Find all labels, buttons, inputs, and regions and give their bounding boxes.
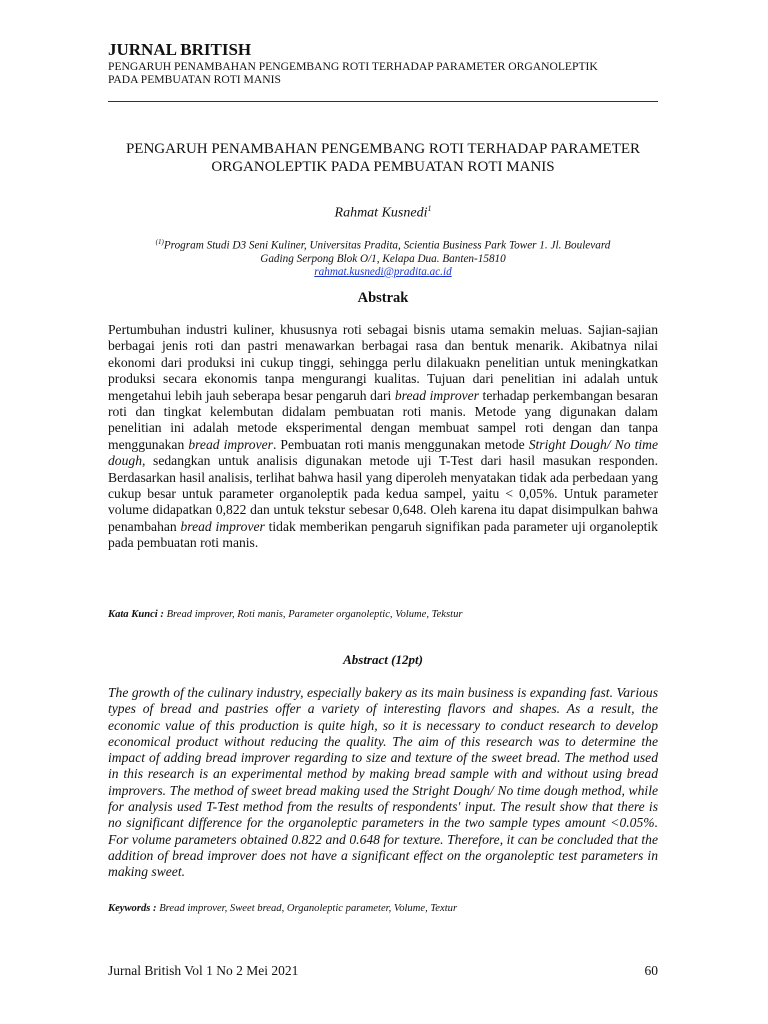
kata-kunci [108, 609, 658, 620]
abstrak-text-2: terhadap perkembangan besaran roti dan tingkat kelembutan didalam pembuatan roti manis. Metode yang digunakan dalam penelitian ini adalah metode eksperimental dengan membuat sampel roti dengan dan tanpa menggunakan [108, 387, 658, 452]
abstrak-text-3: . Pembuatan roti manis menggunakan metode [272, 436, 529, 452]
keywords-en-label: Keywords : [108, 903, 157, 914]
footer-journal-issue: Jurnal British Vol 1 No 2 Mei 2021 [108, 963, 299, 978]
abstract-en-heading: Abstract (12pt) [343, 652, 423, 667]
affiliation [108, 236, 658, 279]
abstrak-term-1: bread improver [394, 387, 479, 403]
author-name: Rahmat Kusnedi [334, 205, 428, 221]
keywords-en-text: Bread improver, Sweet bread, Organoleptic parameter, Volume, Textur [156, 903, 458, 914]
kata-kunci-text: Bread improver, Roti manis, Parameter organoleptic, Volume, Tekstur [163, 609, 463, 620]
journal-name: JURNAL BRITISH [108, 40, 252, 59]
affiliation-line-1 [108, 236, 658, 253]
author-superscript: 1 [427, 204, 432, 213]
abstrak-term-4: bread improver [180, 518, 265, 534]
keywords-en [108, 903, 658, 914]
abstrak-text-4: sedangkan untuk analisis digunakan metode uji T-Test dari hasil masukan responden. Berdasarkan hasil analisis, terlihat bahwa hasil yang diperoleh menyatakan tidak ada perbedaan yang cukup besar untuk parameter organoleptik pada kedua sampel, yaitu < 0,05%. Untuk parameter volume didapatkan 0,822 dan untuk tekstur sebesar 0,648. Oleh karena itu dapat disimpulkan bahwa penambahan [108, 453, 658, 534]
abstrak-heading: Abstrak [357, 290, 409, 306]
paper-title-line-1: PENGARUH PENAMBAHAN PENGEMBANG ROTI TERHADAP PARAMETER [125, 141, 641, 157]
abstrak-text-5: tidak memberikan pengaruh signifikan pada parameter uji organoleptik pada pembuatan roti manis. [108, 518, 658, 551]
journal-header [108, 40, 658, 86]
paper-title-line-2: ORGANOLEPTIK PADA PEMBUATAN ROTI MANIS [211, 159, 555, 175]
abstrak-term-2: bread improver [188, 436, 273, 452]
abstrak-term-3: Stright Dough/ No time dough, [108, 436, 658, 469]
abstrak-text-1: Pertumbuhan industri kuliner, khususnya roti sebagai bisnis utama semakin meluas. Sajian-sajian berbagai jenis roti dan pastri menawarkan berbagai rasa dan bentuk menarik. Akibatnya nilai ekonomi dari produksi ini cukup tinggi, sehingga perlu dilakuakn penelitian untuk meningkatkan produksi secara ekonomis tanpa mengurangi kualitas. Tujuan dari penelitian ini adalah untuk mengetahui lebih jauh seberapa besar pengaruh dari [108, 322, 658, 403]
author-email-link[interactable]: rahmat.kusnedi@pradita.ac.id [314, 265, 452, 278]
abstrak-body [108, 322, 658, 552]
footer-page-number: 60 [644, 963, 658, 978]
affiliation-superscript: (1) [155, 238, 164, 246]
paper-title [108, 140, 658, 176]
author [108, 204, 658, 222]
affiliation-line-2: Gading Serpong Blok O/1, Kelapa Dua. Banten-15810 [260, 252, 506, 265]
kata-kunci-label: Kata Kunci : [108, 609, 164, 620]
abstract-en-body: The growth of the culinary industry, especially bakery as its main business is expanding fast. Various types of bread and pastries offer a variety of interesting flavors and shapes. As a result, the economic value of this production is quite high, so it is necessary to conduct research to develop economical product without reducing the quality. The aim of this research was to determine the impact of adding bread improver regarding to size and texture of the sweet bread. The method used in this research is an experimental method by making bread sample with and without using bread improvers. The method of sweet bread making used the Stright Dough/ No time dough method, while for analysis used T-Test method from the results of respondents' input. The result show that there is no significant difference for the organoleptic parameters in the two sample types amount <0.05%. For volume parameters obtained 0.822 and 0.648 for texture. Therefore, it can be concluded that the addition of bread improver does not have a significant effect on the organoleptic test parameters in making sweet. [108, 685, 658, 880]
running-title-line-1: PENGARUH PENAMBAHAN PENGEMBANG ROTI TERHADAP PARAMETER ORGANOLEPTIK [108, 60, 598, 73]
affiliation-text-1: Program Studi D3 Seni Kuliner, Universitas Pradita, Scientia Business Park Tower 1. Jl. Boulevard [163, 239, 611, 252]
running-title-line-2: PADA PEMBUATAN ROTI MANIS [108, 73, 281, 86]
header-divider [108, 101, 658, 102]
